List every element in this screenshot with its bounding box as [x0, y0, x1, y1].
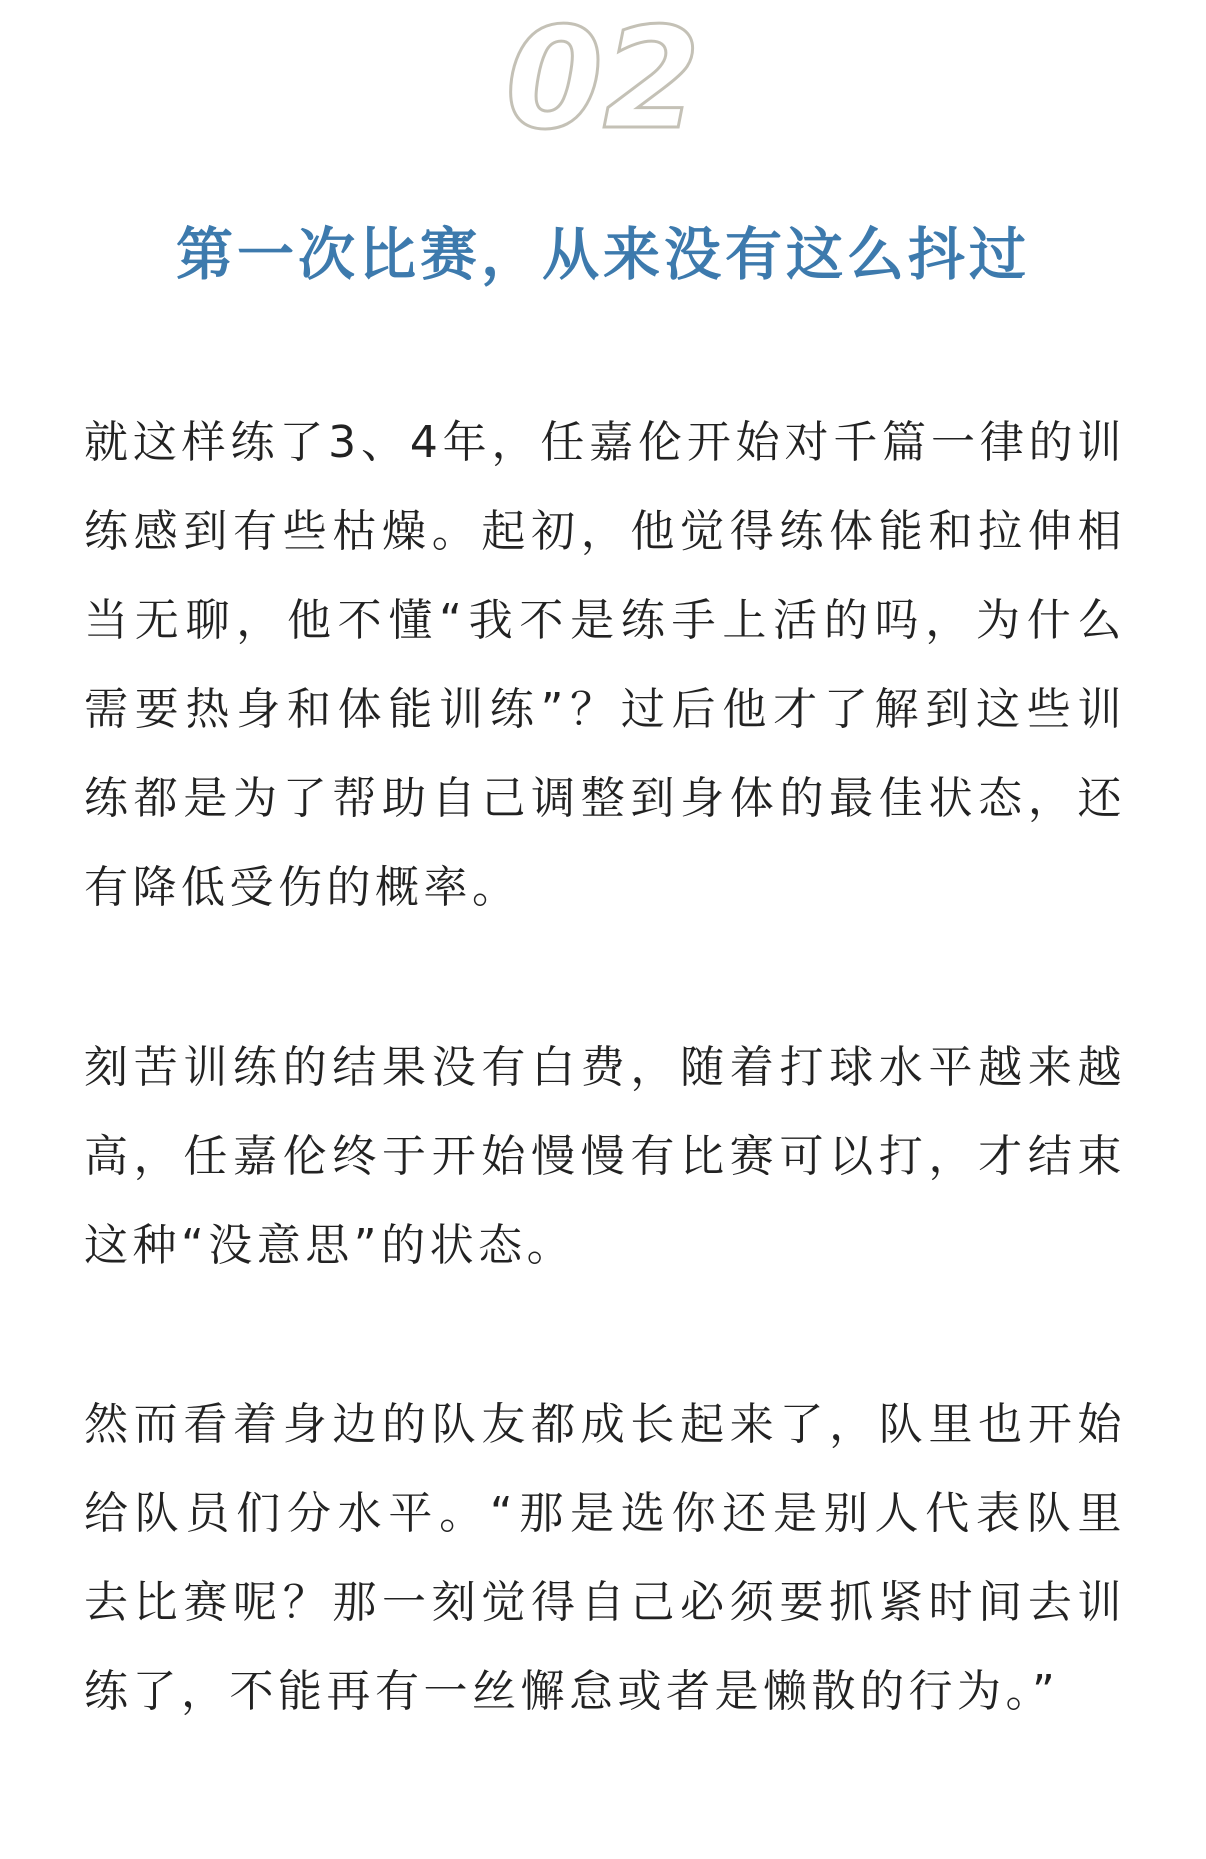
- section-title: 第一次比赛，从来没有这么抖过: [176, 222, 1030, 288]
- section-number-text: 02: [505, 10, 701, 140]
- paragraph-1: 就这样练了3、4年，任嘉伦开始对千篇一律的训练感到有些枯燥。起初，他觉得练体能和拉伸相当无聊，他不懂“我不是练手上活的吗，为什么需要热身和体能训练”？过后他才了解到这些训练都是为了帮助自己调整到身体的最佳状态，还有降低受伤的概率。: [84, 417, 1126, 913]
- section-number-outline: [483, 10, 723, 140]
- paragraph-3: 然而看着身边的队友都成长起来了，队里也开始给队员们分水平。“那是选你还是别人代表队里去比赛呢？那一刻觉得自己必须要抓紧时间去训练了，不能再有一丝懈怠或者是懒散的行为。”: [84, 1399, 1126, 1717]
- paragraph-2: 刻苦训练的结果没有白费，随着打球水平越来越高，任嘉伦终于开始慢慢有比赛可以打，才结束这种“没意思”的状态。: [84, 1042, 1126, 1271]
- section-number: [0, 10, 1206, 140]
